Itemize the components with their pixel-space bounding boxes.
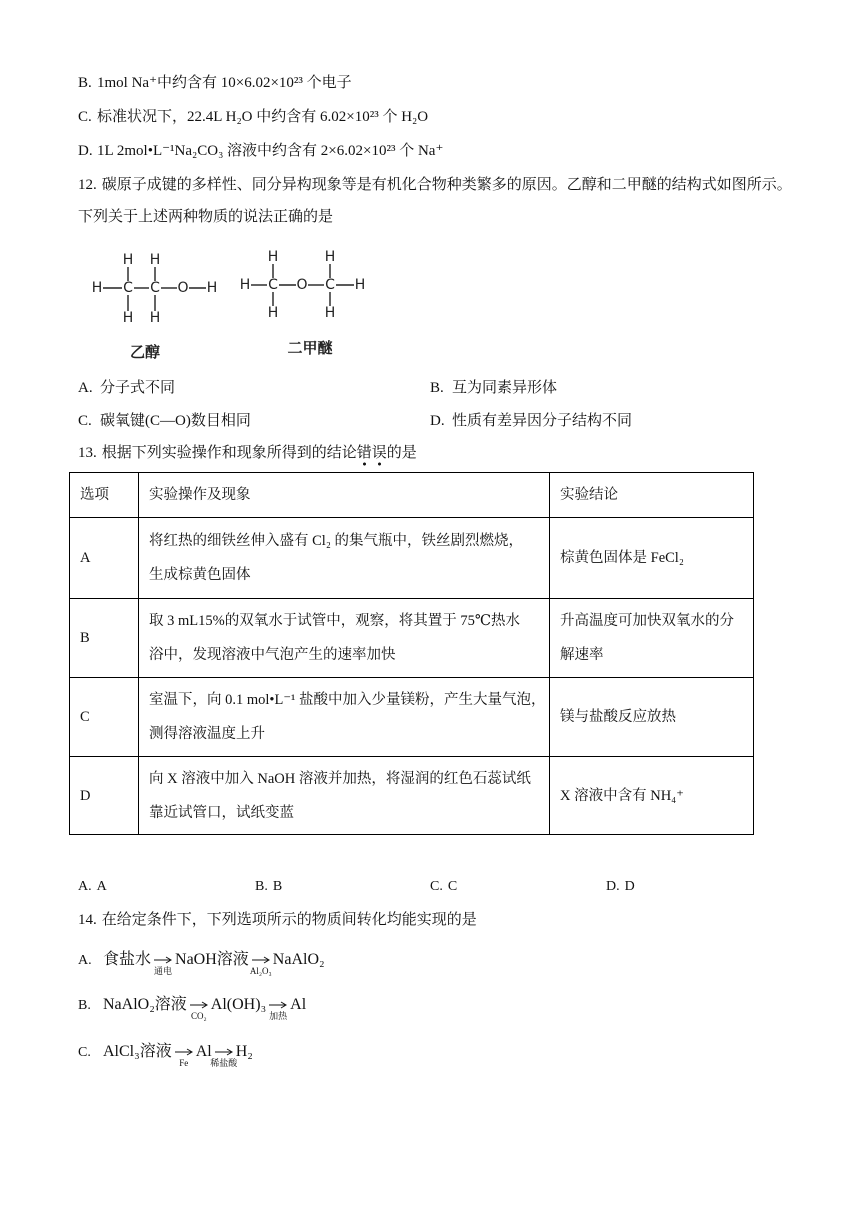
figure-caption-ethanol: 乙醇 (129, 343, 161, 361)
reaction-arrow (190, 1000, 208, 1022)
option-text: 碳氧键(C—O)数目相同 (100, 413, 251, 429)
q11-option-c (78, 107, 428, 127)
table-row (70, 518, 754, 599)
cell-line: 靠近试管口，试纸变蓝 (149, 804, 294, 821)
atom-label: O (296, 277, 308, 293)
q12-option-b (430, 378, 557, 398)
cell-line: 升高温度可加快双氧水的分 (560, 613, 734, 629)
option-label: C. (78, 1045, 91, 1060)
q14-stem (78, 910, 477, 930)
reaction-arrow (175, 1047, 193, 1069)
header-option: 选项 (70, 473, 139, 518)
cell-line: 浴中，发现溶液中气泡产生的速率加快 (149, 647, 396, 663)
option-text: A (96, 879, 107, 894)
reaction-arrow (269, 1000, 288, 1022)
question-number: 14. (78, 912, 97, 928)
atom-label: C (325, 277, 335, 293)
q12-option-c (78, 411, 251, 431)
cell-operation (139, 518, 550, 599)
atom-label: C (268, 277, 278, 293)
reaction-condition: Al₂O₃ (249, 966, 272, 977)
option-label: D. (606, 879, 620, 894)
table-header-row (70, 473, 754, 518)
cell-option: B (70, 599, 139, 678)
species: Al(OH)₃ (210, 996, 267, 1013)
q13-option-b (255, 877, 282, 897)
cell-line: 室温下，向 0.1 mol•L⁻¹ 盐酸中加入少量镁粉，产生大量气泡， (149, 692, 546, 708)
option-label: A. (78, 879, 92, 894)
header-conclusion: 实验结论 (550, 473, 754, 518)
q13-stem (78, 443, 417, 463)
atom-label: H (354, 277, 366, 293)
stem-text: 碳原子成键的多样性、同分异构现象等是有机化合物种类繁多的原因。乙醇和二甲醚的结构式如图所示。 (101, 177, 792, 193)
reaction-condition: CO₂ (190, 1011, 207, 1022)
reaction-arrow (249, 955, 272, 977)
atom-label: H (324, 249, 336, 265)
option-label: B. (78, 75, 92, 91)
atom-label: C (123, 280, 133, 296)
atom-label: H (149, 310, 161, 326)
arrow-right-icon (269, 1000, 287, 1010)
arrow-right-icon (215, 1047, 233, 1057)
cell-operation (139, 757, 550, 835)
emphasized-text: 错误 (356, 445, 387, 461)
reaction-condition: 稀盐酸 (210, 1058, 238, 1069)
option-text: 互为同素异形体 (452, 380, 558, 396)
option-label: A. (78, 953, 92, 968)
cell-line: 测得溶液温度上升 (149, 726, 265, 742)
species: AlCl₃溶液 (103, 1043, 172, 1060)
cell-line: 棕黄色固体是 FeCl₂ (560, 550, 684, 566)
cell-conclusion (550, 757, 754, 835)
option-label: D. (78, 143, 93, 159)
stem-text: 的是 (386, 445, 417, 461)
table-row (70, 678, 754, 757)
option-text: 1mol Na⁺中约含有 10×6.02×10²³ 个电子 (97, 75, 352, 91)
header-operation: 实验操作及现象 (139, 473, 550, 518)
atom-label: H (149, 252, 161, 268)
option-text: B (272, 879, 283, 894)
reaction-condition: 通电 (154, 966, 173, 977)
arrow-right-icon (154, 955, 172, 965)
option-text: 1L 2mol•L⁻¹Na₂CO₃ 溶液中约含有 2×6.02×10²³ 个 Na⁺ (97, 143, 444, 159)
cell-line: 取 3 mL15%的双氧水于试管中，观察，将其置于 75℃热水 (149, 613, 521, 629)
question-number: 12. (78, 177, 97, 193)
atom-label: H (324, 305, 336, 321)
cell-line: 生成棕黄色固体 (149, 567, 251, 583)
option-text: D (624, 879, 635, 894)
option-label: A. (78, 380, 93, 396)
figure-caption-dimethyl-ether: 二甲醚 (287, 339, 333, 357)
atom-label: H (267, 249, 279, 265)
q12-option-d (430, 411, 632, 431)
arrow-right-icon (175, 1047, 193, 1057)
q13-option-c (430, 877, 457, 897)
species: 食盐水 (103, 951, 152, 968)
dimethyl-ether-structure-diagram (230, 242, 380, 362)
species: NaOH溶液 (175, 951, 249, 968)
option-text: 分子式不同 (100, 380, 176, 396)
option-text: C (447, 879, 458, 894)
q12-stem-line-2 (78, 207, 333, 227)
stem-text: 下列关于上述两种物质的说法正确的是 (78, 209, 334, 225)
option-text: 性质有差异因分子结构不同 (452, 413, 633, 429)
cell-line: 镁与盐酸反应放热 (560, 709, 676, 725)
option-label: B. (78, 998, 91, 1013)
table-row (70, 757, 754, 835)
cell-option: D (70, 757, 139, 835)
species: Al (195, 1043, 212, 1060)
species: H₂ (235, 1043, 253, 1060)
reaction-arrow (210, 1047, 238, 1069)
atom-label: H (239, 277, 251, 293)
reaction-arrow (154, 955, 173, 977)
reaction-condition: Fe (179, 1058, 189, 1069)
cell-line: 向 X 溶液中加入 NaOH 溶液并加热，将湿润的红色石蕊试纸 (149, 770, 531, 787)
cell-line: 将红热的细铁丝伸入盛有 Cl₂ 的集气瓶中，铁丝剧烈燃烧， (149, 533, 524, 549)
q13-option-a (78, 877, 107, 897)
option-label: B. (430, 380, 444, 396)
option-label: B. (255, 879, 268, 894)
q11-option-d (78, 141, 443, 161)
species: NaAlO₂溶液 (103, 996, 187, 1013)
option-text: 标准状况下，22.4L H₂O 中约含有 6.02×10²³ 个 H₂O (97, 109, 429, 125)
stem-text: 根据下列实验操作和现象所得到的结论 (101, 445, 357, 461)
cell-conclusion (550, 518, 754, 599)
atom-label: C (150, 280, 160, 296)
atom-label: O (177, 280, 189, 296)
reaction-condition: 加热 (269, 1011, 288, 1022)
option-label: C. (78, 109, 92, 125)
arrow-right-icon (190, 1000, 208, 1010)
question-number: 13. (78, 445, 97, 461)
arrow-right-icon (252, 955, 270, 965)
atom-label: H (206, 280, 218, 296)
atom-label: H (91, 280, 103, 296)
q12-option-a (78, 378, 175, 398)
q12-stem-line-1 (78, 175, 792, 195)
atom-label: H (122, 310, 134, 326)
q11-option-b (78, 73, 352, 93)
cell-conclusion (550, 599, 754, 678)
cell-option: C (70, 678, 139, 757)
cell-operation (139, 678, 550, 757)
cell-option: A (70, 518, 139, 599)
species: Al (290, 996, 307, 1013)
atom-label: H (122, 252, 134, 268)
option-label: D. (430, 413, 445, 429)
q14-option-c (78, 1042, 253, 1069)
option-label: C. (78, 413, 92, 429)
q14-option-b (78, 995, 307, 1022)
cell-operation (139, 599, 550, 678)
atom-label: H (267, 305, 279, 321)
q13-option-d (606, 877, 635, 897)
species: NaAlO₂ (272, 951, 325, 968)
experiment-table (69, 472, 754, 835)
table-row (70, 599, 754, 678)
option-label: C. (430, 879, 443, 894)
cell-conclusion (550, 678, 754, 757)
q14-option-a (78, 950, 325, 977)
cell-line: X 溶液中含有 NH₄⁺ (560, 787, 684, 804)
ethanol-structure-diagram (80, 245, 230, 365)
cell-line: 解速率 (560, 647, 604, 663)
stem-text: 在给定条件下，下列选项所示的物质间转化均能实现的是 (101, 912, 477, 928)
